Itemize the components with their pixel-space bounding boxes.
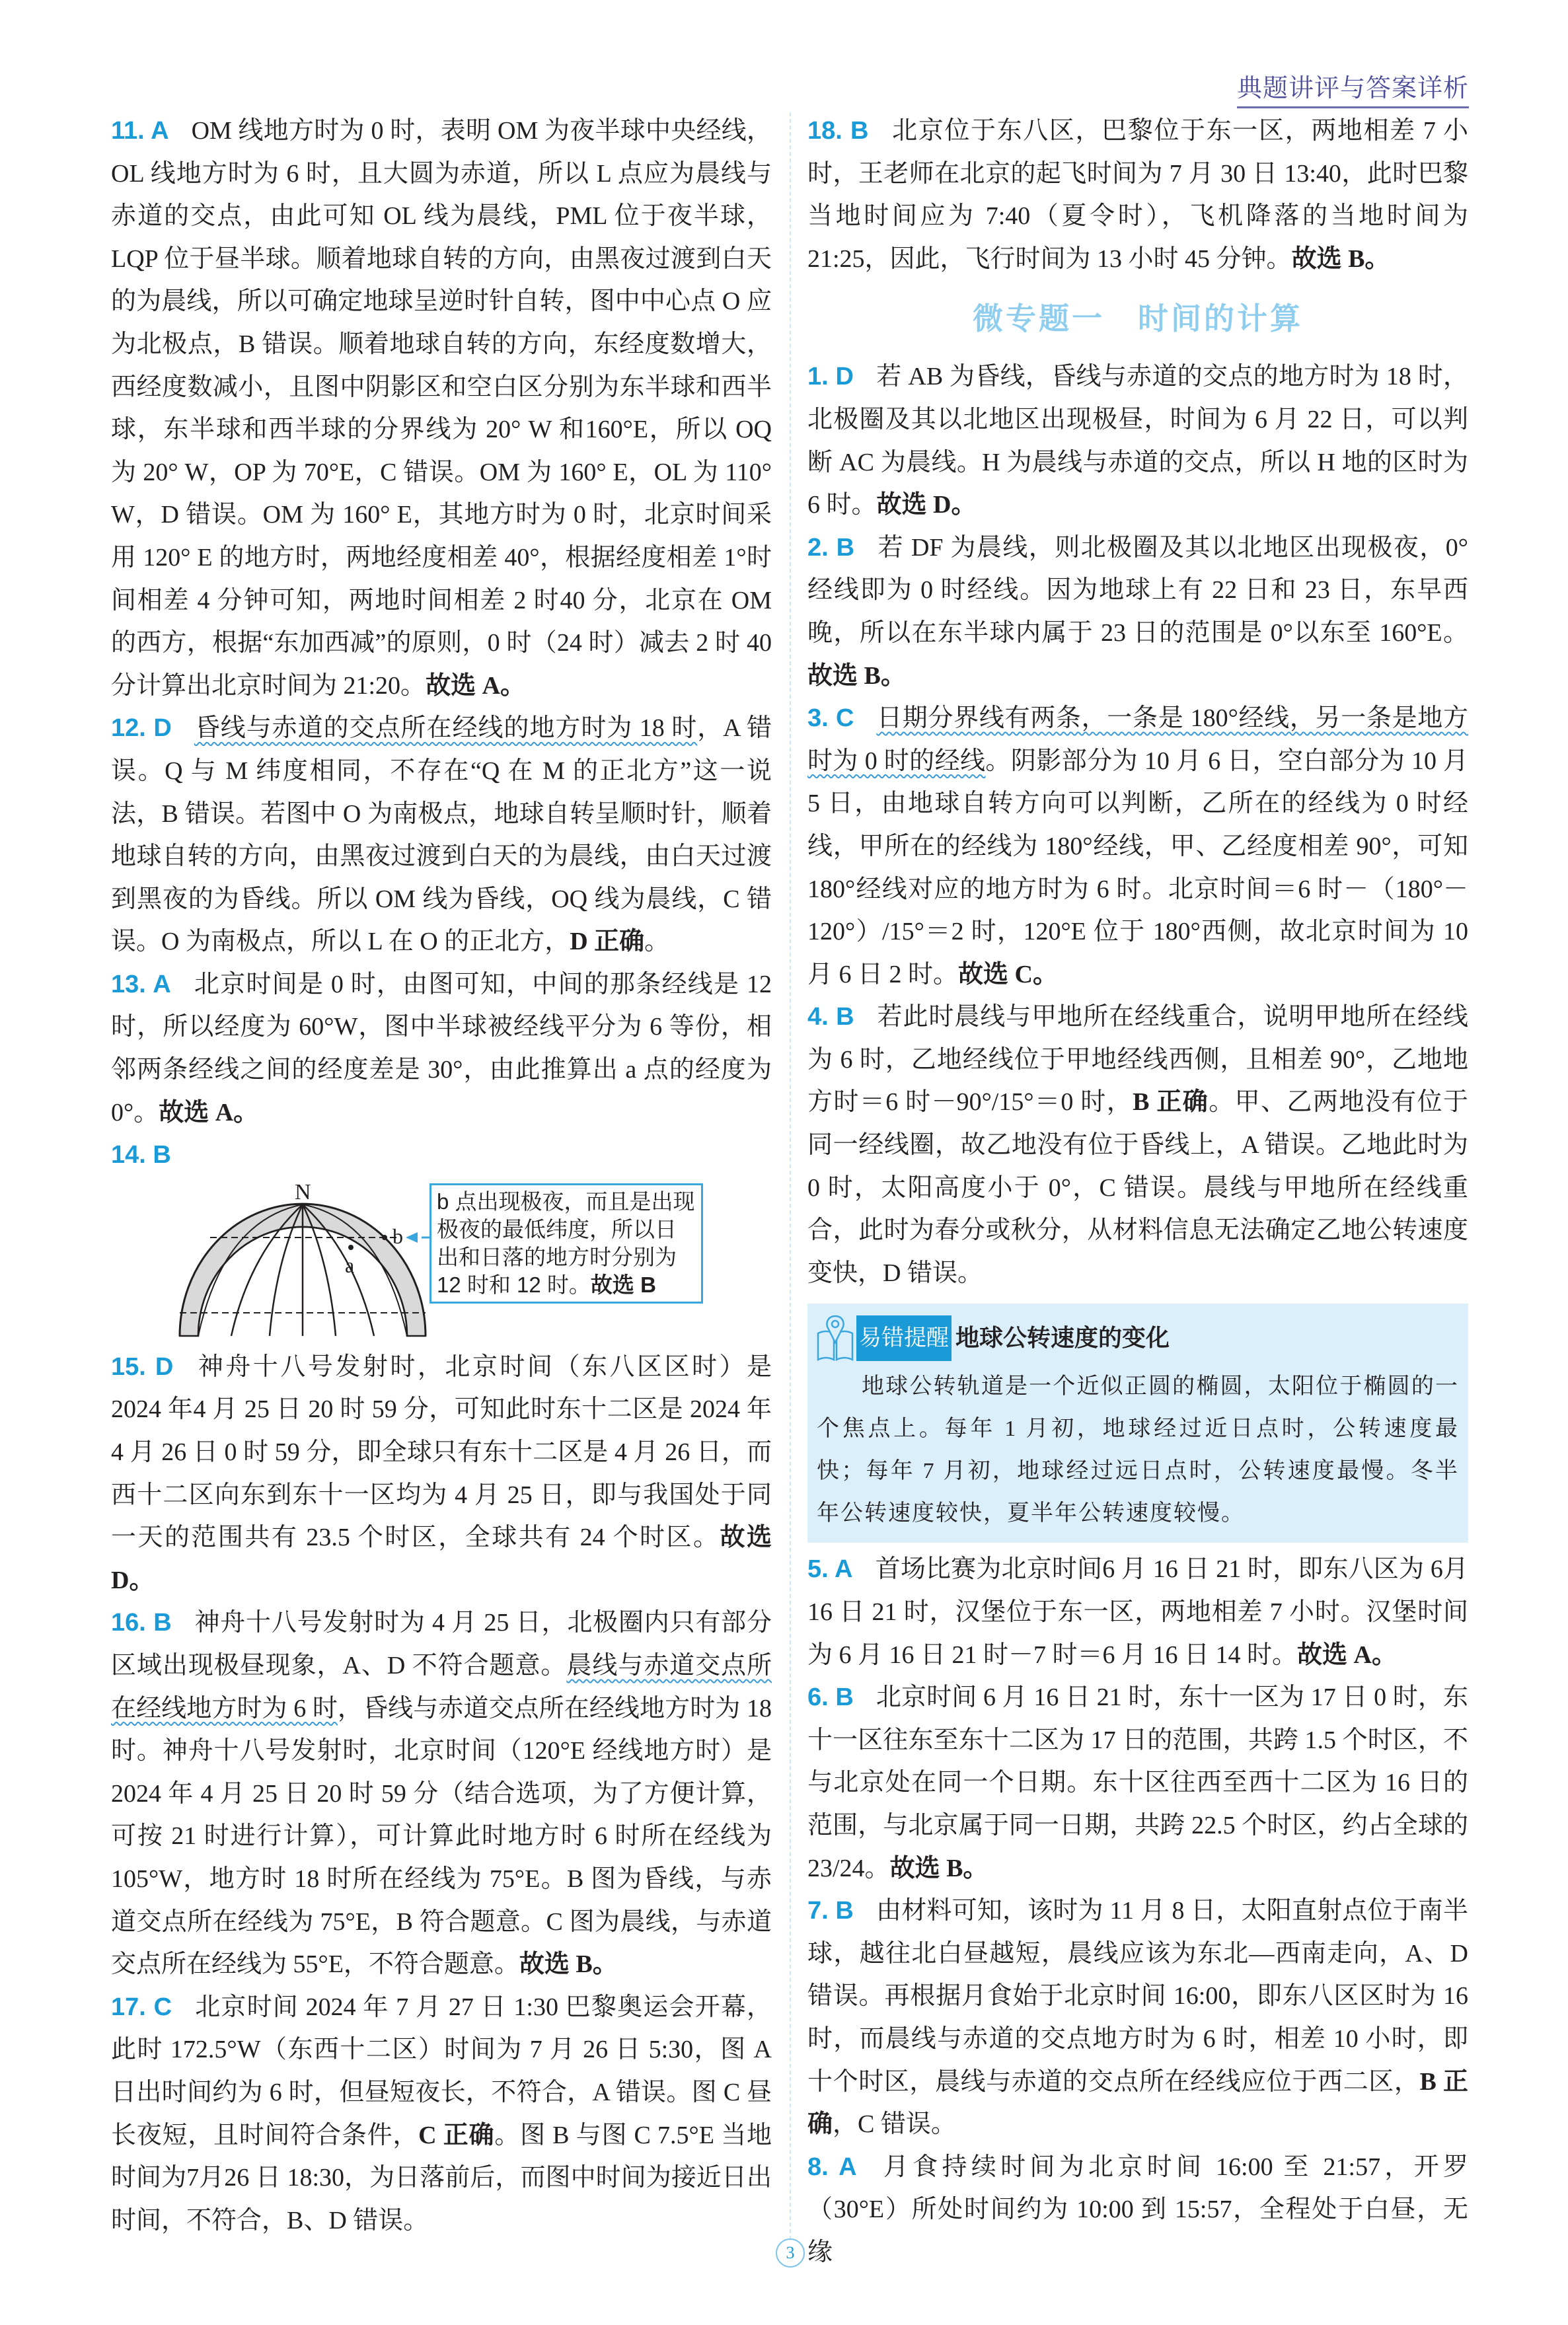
tip-tag: 易错提醒 (856, 1315, 952, 1361)
answer-conclusion: 故选 B。 (889, 1854, 989, 1882)
answer-text: 月食持续时间为北京时间 16:00 至 21:57，开罗（30°E）所处时间约为 10:00 到 15:57，全程处于白昼，无缘 (807, 2153, 1468, 2266)
answer-list-right-mid (807, 355, 1468, 1294)
answer-item (807, 355, 1468, 526)
column-divider (790, 112, 791, 2240)
answer-conclusion: B 正确 (1133, 1088, 1209, 1117)
answer-conclusion: 故选 C。 (958, 960, 1058, 988)
key-point-underlined: 昏线与赤道的交点所在经线的地方时为 18 时 (194, 714, 698, 743)
answer-item (111, 1134, 772, 1177)
page-number: 3 (776, 2238, 805, 2268)
answer-label: 17. C (111, 1993, 172, 2021)
answer-item (807, 996, 1468, 1294)
answer-text: 神舟十八号发射时为 4 月 25 日，北极圈内只有部分区域出现极昼现象，A、D 不符合题意。 (111, 1609, 772, 1679)
key-point-underlined: 晨线与赤道交点所在经线地方时为 6 时 (111, 1652, 772, 1722)
answer-item (111, 1986, 772, 2242)
answer-label: 16. B (111, 1609, 172, 1637)
answer-text: 若 DF 为晨线，则北极圈及其以北地区出现极夜，0°经线即为 0 时经线。因为地球上有 22 日和 23 日，东早西晚，所以在东半球内属于 23 日的范围是 0°以东至 160°E。 (807, 533, 1468, 647)
answer-text: 北京时间 2024 年 7 月 27 日 1:30 巴黎奥运会开幕，此时 172.5°W（东西十二区）时间为 7 月 26 日 5:30，图 A 日出时间约为 6 时，但昼短夜长，不符合，A 错误。图 C 昼长夜短，且时间符合条件， (111, 1993, 772, 2149)
answer-label: 13. A (111, 970, 171, 998)
answer-label: 18. B (807, 117, 869, 145)
answer-text: 北京时间是 0 时，由图可知，中间的那条经线是 12 时，所以经度为 60°W，图中半球被经线平分为 6 等份，相邻两条经线之间的经度差是 30°，由此推算出 a 点的经度为 0°。 (111, 970, 772, 1126)
answer-label: 4. B (807, 1003, 854, 1031)
section-heading: 微专题一 时间的计算 (973, 302, 1303, 336)
answer-label: 1. D (807, 363, 854, 391)
answer-text: 。阴影部分为 10 月 6 日，空白部分为 10 月 5 日，由地球自转方向可以判断，乙所在的经线为 0 时经线，甲所在的经线为 180°经线，甲、乙经度相差 90°，可知 180°经线对应的地方时为 6 时。北京时间＝6 时－（180°－120°）/15°＝2 时，120°E 位于 180°西侧，故北京时间为 10 月 6 日 2 时。 (807, 747, 1468, 988)
answer-text: 。 (644, 928, 670, 956)
left-column (111, 110, 772, 2242)
answer-text: ，C 错误。 (833, 2110, 956, 2139)
answer-label: 5. A (807, 1555, 853, 1584)
answer-item (111, 707, 772, 963)
answer-text: 北京时间 6 月 16 日 21 时，东十一区为 17 日 0 时，东十一区往东至东十二区为 17 日的范围，共跨 1.5 个时区，不与北京处在同一个日期。东十区往西至西十二区为 16 日的范围，与北京属于同一日期，共跨 22.5 个时区，约占全球的 23/24。 (807, 1683, 1468, 1882)
answer-conclusion: 故选 A。 (1297, 1641, 1397, 1669)
label-n: N (295, 1179, 311, 1204)
answer-item (807, 697, 1468, 996)
answer-item (111, 963, 772, 1134)
label-a: a (345, 1253, 355, 1277)
answer-list-right-top (807, 110, 1468, 280)
key-point-underlined: 日期分界线有两条，一条是 180°经线，另一条是地方时为 0 时的经线 (807, 704, 1468, 775)
answer-item (807, 110, 1468, 280)
tip-box (807, 1304, 1468, 1543)
callout-box (429, 1183, 703, 1304)
book-pin-icon (817, 1313, 854, 1362)
answer-item (807, 1890, 1468, 2146)
tip-header (817, 1310, 1459, 1366)
answer-text: 神舟十八号发射时，北京时间（东八区区时）是 2024 年4 月 25 日 20 时 59 分，可知此时东十二区是 2024 年4 月 26 日 0 时 59 分，即全球只有东十二区是 4 月 26 日，而西十二区向东到东十一区均为 4 月 25 日，即与我国处于同一天的范围共有 23.5 个时区，全球共有 24 个时区。 (111, 1352, 772, 1552)
answer-item (807, 2146, 1468, 2274)
answer-conclusion: 故选 B。 (807, 661, 906, 690)
answer-conclusion: 故选 A。 (159, 1098, 259, 1126)
right-column (807, 110, 1468, 2274)
answer-item (807, 527, 1468, 697)
answer-text: 由材料可知，该时为 11 月 8 日，太阳直射点位于南半球，越往北白昼越短，晨线应该为东北—西南走向，A、D 错误。再根据月食始于北京时间 16:00，即东八区区时为 16 时，而晨线与赤道的交点地方时为 6 时，相差 10 小时，即十个时区，晨线与赤道的交点所在经线应位于西二区， (807, 1897, 1468, 2096)
answer-label: 6. B (807, 1683, 854, 1712)
answer-list-left (111, 110, 772, 2242)
answer-conclusion: 故选 D。 (876, 491, 977, 519)
answer-label: 3. C (807, 704, 854, 733)
callout-answer: 故选 B (590, 1272, 656, 1297)
answer-item (807, 1676, 1468, 1890)
answer-label: 2. B (807, 533, 855, 562)
arrow-icon (406, 1232, 418, 1243)
answer-conclusion: 故选 D。 (111, 1524, 772, 1594)
answer-conclusion: 故选 B。 (519, 1950, 618, 1979)
answer-label: 12. D (111, 714, 172, 743)
answer-text: 首场比赛为北京时间6 月 16 日 21 时，即东八区为 6月16 日 21 时，汉堡位于东一区，两地相差 7 小时。汉堡时间为 6 月 16 日 21 时－7 时＝6 月 16 日 14 时。 (807, 1555, 1468, 1669)
answer-item (807, 1548, 1468, 1676)
answer-list-right-bottom (807, 1548, 1468, 2273)
answer-conclusion: 故选 B。 (1291, 244, 1390, 273)
answer-conclusion: D 正确 (570, 928, 645, 956)
answer-item (111, 1346, 772, 1602)
answer-item (111, 1602, 772, 1985)
answer-label: 15. D (111, 1352, 174, 1381)
answer-text: ，昏线与赤道交点所在经线地方时为 18 时。神舟十八号发射时，北京时间（120°E 经线地方时）是 2024 年 4 月 25 日 20 时 59 分（结合选项，为了方便计算，可按 21 时进行计算），可计算此时地方时 6 时所在经线为 105°W，地方时 18 时所在经线为 75°E。B 图为昏线，与赤道交点所在经线为 75°E，B 符合题意。C 图为晨线，与赤道交点所在经线为 55°E，不符合题意。 (111, 1694, 772, 1979)
answer-conclusion: B 正确 (807, 2067, 1468, 2139)
answer-item (111, 110, 772, 707)
label-b: b (392, 1224, 403, 1248)
answer-label: 8. A (807, 2153, 857, 2181)
answer-text: OM 线地方时为 0 时，表明 OM 为夜半球中央经线，OL 线地方时为 6 时，且大圆为赤道，所以 L 点应为晨线与赤道的交点，由此可知 OL 线为晨线，PML 位于夜半球，LQP 位于昼半球。顺着地球自转的方向，由黑夜过渡到白天的为晨线，所以可确定地球呈逆时针自转，图中中心点 O 应为北极点，B 错误。顺着地球自转的方向，东经度数增大，西经度数减小，且图中阴影区和空白区分别为东半球和西半球，东半球和西半球的分界线为 20° W 和160°E，所以 OQ 为 20° W，OP 为 70°E，C 错误。OM 为 160° E，OL 为 110° W，D 错误。OM 为 160° E，其地方时为 0 时，北京时间采用 120° E 的地方时，两地经度相差 40°，根据经度相差 1°时间相差 4 分钟可知，两地时间相差 2 时40 分，北京在 OM 的西方，根据“东加西减”的原则，0 时（24 时）减去 2 时 40 分计算出北京时间为 21:20。 (111, 117, 772, 700)
answer-text: 。甲、乙两地没有位于同一经线圈，故乙地没有位于昏线上，A 错误。乙地此时为 0 时，太阳高度小于 0°，C 错误。晨线与甲地所在经线重合，此时为春分或秋分，从材料信息无法确定乙地公转速度变快，D 错误。 (807, 1088, 1468, 1287)
answer-text: 若此时晨线与甲地所在经线重合，说明甲地所在经线为 6 时，乙地经线位于甲地经线西侧，且相差 90°，乙地地方时＝6 时－90°/15°＝0 时， (807, 1003, 1468, 1117)
answer-label: 11. A (111, 117, 169, 145)
tip-title: 地球公转速度的变化 (955, 1324, 1170, 1352)
answer-conclusion: 故选 A。 (426, 671, 526, 700)
answer-text: ，A 错误。Q 与 M 纬度相同，不存在“Q 在 M 的正北方”这一说法，B 错误。若图中 O 为南极点，地球自转呈顺时针，顺着地球自转的方向，由黑夜过渡到白天的为晨线，由白天过渡到黑夜的为昏线。所以 OM 线为昏线，OQ 线为晨线，C 错误。O 为南极点，所以 L 在 O 的正北方， (111, 714, 772, 956)
callout-text: b 点出现极夜，而且是出现极夜的最低纬度，所以日出和日落的地方时分别为 12 时和 12 时。 (437, 1189, 695, 1297)
answer-text: 北京位于东八区，巴黎位于东一区，两地相差 7 小时，王老师在北京的起飞时间为 7 月 30 日 13:40，此时巴黎当地时间应为 7:40（夏令时），飞机降落的当地时间为 21:25，因此，飞行时间为 13 小时 45 分钟。 (807, 117, 1468, 273)
answer-label: 14. B (111, 1141, 171, 1169)
answer-conclusion: C 正确 (418, 2121, 495, 2149)
answer-text: 。图 B 与图 C 7.5°E 当地时间为7月26 日 18:30，为日落前后，而图中时间为接近日出时间，不符合，B、D 错误。 (111, 2121, 772, 2234)
tip-body: 地球公转轨道是一个近似正圆的椭圆，太阳位于椭圆的一个焦点上。每年 1 月初，地球经过近日点时，公转速度最快；每年 7 月初，地球经过远日点时，公转速度最慢。冬半年公转速度较快，夏半年公转速度较慢。 (817, 1374, 1459, 1526)
answer-label: 7. B (807, 1897, 854, 1925)
hemisphere-diagram (111, 1181, 772, 1346)
running-header: 典题讲评与答案详析 (1237, 67, 1469, 108)
answer-text: 若 AB 为昏线，昏线与赤道的交点的地方时为 18 时，北极圈及其以北地区出现极昼，时间为 6 月 22 日，可以判断 AC 为晨线。H 为晨线与赤道的交点，所以 H 地的区时为 6 时。 (807, 363, 1468, 519)
